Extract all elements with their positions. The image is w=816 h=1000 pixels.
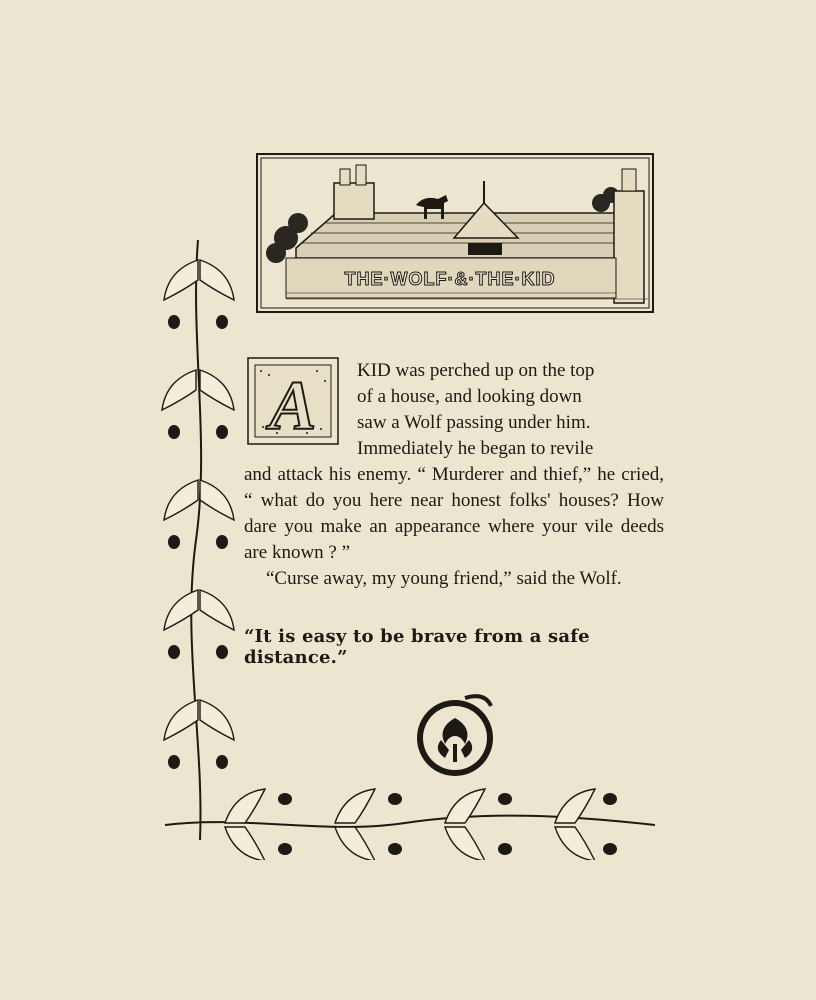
- text-line-4: Immediately he began to revile: [357, 438, 594, 459]
- text-line-1: KID was perched up on the top: [357, 360, 595, 381]
- drop-cap-initial: A: [269, 368, 317, 445]
- oak-leaf-border-left: [160, 240, 240, 840]
- text-line-2: of a house, and looking down: [357, 386, 582, 407]
- fable-moral: “It is easy to be brave from a safe distance.”: [244, 626, 590, 668]
- text-line-3: saw a Wolf passing under him.: [357, 412, 591, 433]
- fable-text: [244, 358, 664, 592]
- fable-title: THE·WOLF·&·THE·KID: [344, 268, 556, 289]
- paragraph-2: “Curse away, my young friend,” said the Wolf.: [266, 568, 622, 589]
- paragraph-1-continuation: and attack his enemy. “ Murderer and thief,” he cried, “ what do you here near honest folks' houses? How dare you make an appearance where your vile deeds are known ? ”: [244, 464, 664, 563]
- oak-leaf-border-bottom: [165, 785, 655, 860]
- tailpiece-ornament: [413, 688, 501, 780]
